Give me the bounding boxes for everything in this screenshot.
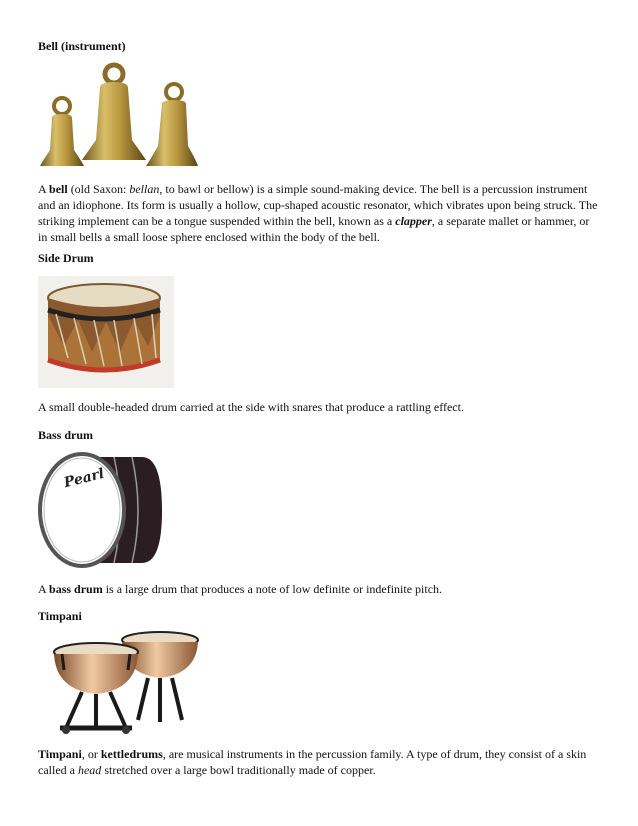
text-run: , are musical instruments in the percussion family. A type of drum, they consist of a skin called a xyxy=(38,747,587,777)
text-run: clapper xyxy=(395,214,432,228)
text-run: A small double-headed drum carried at the side with snares that produce a rattling effect. xyxy=(38,400,464,414)
text-run: , to bawl or bellow) is a simple sound-making device. The bell is a percussion instrument and an idiophone. Its form is usually a hollow, cup-shaped acoustic resonator, which vibrates upon being struck. The striking implement can be a tongue suspended within the bell, known as a xyxy=(38,182,598,228)
timpani-icon xyxy=(52,630,204,736)
text-run: bellan xyxy=(129,182,160,196)
text-run: stretched over a large bowl traditionally made of copper. xyxy=(101,763,376,777)
bass-drum-icon xyxy=(38,451,162,569)
heading-bass-drum: Bass drum xyxy=(38,428,94,442)
paragraph-side-drum xyxy=(38,399,598,415)
text-run: A xyxy=(38,582,50,596)
bass-drum-logo: Pearl xyxy=(62,465,106,492)
text-run: , a separate mallet or hammer, or in small bells a small loose sphere enclosed within the body of the bell. xyxy=(38,214,590,244)
text-run: head xyxy=(77,763,102,777)
heading-side-drum: Side Drum xyxy=(38,251,94,265)
text-run: , or xyxy=(81,747,101,761)
heading-bell: Bell (instrument) xyxy=(38,39,126,53)
text-run: A xyxy=(38,182,50,196)
text-run: Timpani xyxy=(38,747,82,761)
text-run: (old Saxon: xyxy=(67,182,130,196)
text-run: bass drum xyxy=(49,582,103,596)
bell-icon xyxy=(38,62,198,174)
paragraph-timpani xyxy=(38,746,598,778)
text-run: bell xyxy=(49,182,68,196)
text-run: kettledrums xyxy=(100,747,163,761)
paragraph-bell xyxy=(38,181,598,245)
paragraph-bass-drum xyxy=(38,581,598,597)
side-drum-icon xyxy=(38,276,174,388)
heading-timpani: Timpani xyxy=(38,609,82,623)
text-run: is a large drum that produces a note of low definite or indefinite pitch. xyxy=(102,582,443,596)
